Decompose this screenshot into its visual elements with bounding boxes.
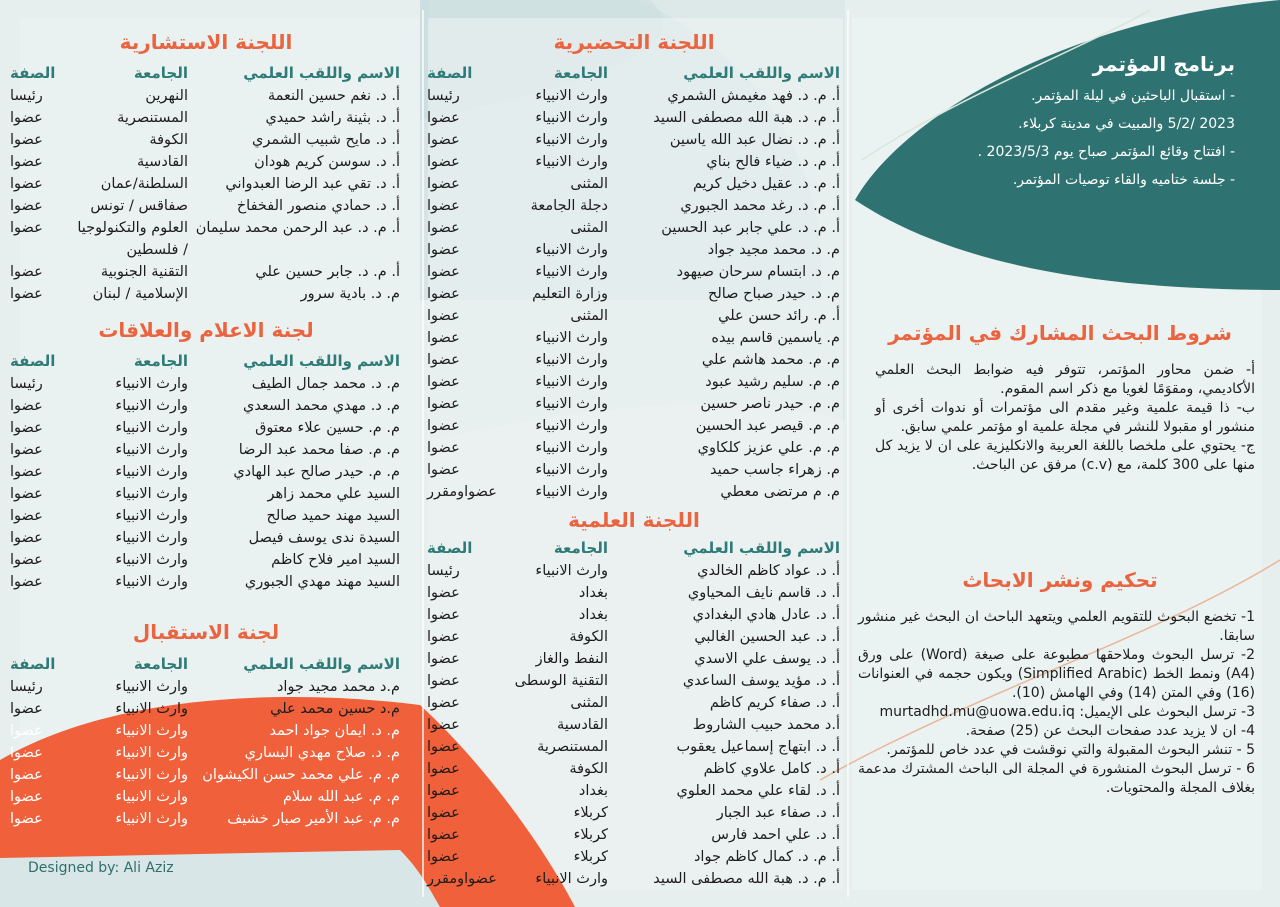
member-university: وارث الانبياء bbox=[535, 871, 608, 887]
member-name: أ. م. رائد حسن علي bbox=[718, 308, 840, 324]
member-name: أ. م. د. هبة الله مصطفى السيد bbox=[653, 110, 840, 126]
member-university: وارث الانبياء bbox=[535, 352, 608, 368]
table-row bbox=[10, 527, 400, 549]
member-role: عضوا bbox=[10, 811, 43, 827]
middle-panel bbox=[425, 0, 848, 907]
member-university: وارث الانبياء bbox=[535, 110, 608, 126]
member-role: عضوا bbox=[427, 110, 460, 126]
member-name: السيد مهند مهدي الجبوري bbox=[244, 574, 400, 590]
university-header: الجامعة bbox=[133, 64, 188, 82]
member-name: أ. م. د. عقيل دخيل كريم bbox=[692, 176, 840, 192]
publishing-item: 5 - تنشر البحوث المقبولة والتي نوقشت في عدد خاص للمؤتمر. bbox=[886, 742, 1255, 758]
member-university: وارث الانبياء bbox=[115, 789, 188, 805]
table-row bbox=[10, 129, 400, 151]
member-name: م. ياسمين قاسم بيده bbox=[711, 330, 840, 346]
member-role: عضواومقرر bbox=[427, 484, 497, 500]
member-university: وزارة التعليم bbox=[532, 286, 608, 302]
condition-item: ج- يحتوي على ملخصا باللغة العربية والانكليزية على ان لا يزيد كل منها على 300 كلمة، مع (c.v) مرفق عن الباحث. bbox=[875, 438, 1255, 473]
member-university: وارث الانبياء bbox=[535, 132, 608, 148]
member-role: رئيسا bbox=[427, 563, 460, 579]
table-row bbox=[427, 582, 840, 604]
member-university: كربلاء bbox=[573, 827, 608, 843]
publishing-title: تحكيم ونشر الابحاث bbox=[962, 568, 1158, 592]
member-role: عضوا bbox=[10, 220, 43, 236]
member-university: وارث الانبياء bbox=[535, 330, 608, 346]
member-role: عضوا bbox=[10, 486, 43, 502]
member-name: السيدة ندى يوسف فيصل bbox=[248, 530, 400, 546]
member-role: عضوا bbox=[427, 462, 460, 478]
member-role: عضوا bbox=[427, 827, 460, 843]
member-role: رئيسا bbox=[10, 679, 43, 695]
table-row bbox=[10, 698, 400, 720]
member-role: عضوا bbox=[10, 552, 43, 568]
member-name: م. د. صلاح مهدي اليساري bbox=[244, 745, 400, 761]
table-header bbox=[10, 652, 400, 676]
member-name: أ. م. د. رغد محمد الجبوري bbox=[680, 198, 840, 214]
table-row bbox=[427, 846, 840, 868]
member-university: المثنى bbox=[570, 220, 608, 236]
member-university: وارث الانبياء bbox=[535, 418, 608, 434]
table-row bbox=[10, 283, 400, 305]
advisory-committee-title: اللجنة الاستشارية bbox=[119, 30, 293, 54]
member-university: القادسية bbox=[137, 154, 188, 170]
table-row bbox=[427, 802, 840, 824]
table-row bbox=[427, 173, 840, 195]
media-committee-table bbox=[10, 349, 400, 593]
member-university: وارث الانبياء bbox=[115, 530, 188, 546]
advisory-committee-table bbox=[10, 61, 400, 305]
conference-program bbox=[855, 52, 1235, 194]
right-panel bbox=[850, 0, 1280, 907]
member-university: التقنية الجنوبية bbox=[100, 264, 188, 280]
member-role: عضوا bbox=[427, 607, 460, 623]
member-university: المثنى bbox=[570, 695, 608, 711]
member-university: وارث الانبياء bbox=[115, 701, 188, 717]
member-name: أ. د. مؤيد يوسف الساعدي bbox=[682, 673, 840, 689]
member-name: السيد مهند حميد صالح bbox=[266, 508, 400, 524]
name-header: الاسم واللقب العلمي bbox=[683, 64, 840, 82]
scientific-committee-title: اللجنة العلمية bbox=[568, 508, 700, 532]
member-university: دجلة الجامعة bbox=[530, 198, 608, 214]
table-row bbox=[427, 714, 840, 736]
member-university: وارث الانبياء bbox=[535, 242, 608, 258]
member-name: م. م مرتضى معطي bbox=[720, 484, 840, 500]
table-row bbox=[10, 505, 400, 527]
university-header: الجامعة bbox=[133, 655, 188, 673]
table-row bbox=[427, 670, 840, 692]
member-name: أ. م. د. ضياء فالح بناي bbox=[706, 154, 840, 170]
member-role: عضوا bbox=[427, 198, 460, 214]
member-role: عضوا bbox=[427, 176, 460, 192]
role-header: الصفة bbox=[10, 64, 56, 82]
member-university: وارث الانبياء bbox=[115, 723, 188, 739]
member-name: أ. د. سوسن كريم هودان bbox=[254, 154, 400, 170]
member-role: عضوا bbox=[10, 508, 43, 524]
table-row bbox=[427, 648, 840, 670]
table-row bbox=[427, 692, 840, 714]
member-name: م. د. بادية سرور bbox=[300, 286, 400, 302]
publishing-item: 2- ترسل البحوث وملاحقها مطبوعة على صيغة (Word) على ورق (A4) ونمط الخط (Simplified Arabic) ويكون حجمه في العنوانات (16) وفي المتن (14) وفي الهامش (10). bbox=[858, 647, 1256, 701]
publishing-item: 1- تخضع البحوث للتقويم العلمي ويتعهد الباحث ان البحث غير منشور سابقا. bbox=[858, 609, 1255, 644]
member-name: م. م. حيدر صالح عبد الهادي bbox=[233, 464, 400, 480]
member-role: عضوا bbox=[427, 585, 460, 601]
publishing-item: 3- ترسل البحوث على الإيميل: murtadhd.mu@uowa.edu.iq bbox=[879, 704, 1255, 720]
member-name: أ. د. صفاء عبد الجبار bbox=[716, 805, 840, 821]
member-name: أ. د. لقاء علي محمد العلوي bbox=[676, 783, 840, 799]
table-row bbox=[10, 417, 400, 439]
member-university: بغداد bbox=[578, 607, 608, 623]
table-row bbox=[427, 217, 840, 239]
member-name: م. م. محمد هاشم علي bbox=[701, 352, 840, 368]
member-role: عضوا bbox=[10, 110, 43, 126]
member-university: وارث الانبياء bbox=[535, 154, 608, 170]
table-header bbox=[10, 61, 400, 85]
table-row bbox=[10, 395, 400, 417]
member-role: عضوا bbox=[10, 530, 43, 546]
member-university: وارث الانبياء bbox=[115, 552, 188, 568]
member-name: أ. د. نغم حسين النعمة bbox=[267, 88, 400, 104]
table-row bbox=[427, 780, 840, 802]
member-role: عضوا bbox=[427, 805, 460, 821]
member-name: م. زهراء جاسب حميد bbox=[709, 462, 840, 478]
table-row bbox=[10, 195, 400, 217]
table-row bbox=[10, 808, 400, 830]
member-university: السلطنة/عمان bbox=[100, 176, 188, 192]
member-name: أ. م. د. عبد الرحمن محمد سليمان bbox=[195, 220, 400, 236]
member-name: أ. د. تقي عبد الرضا العبدواني bbox=[225, 176, 400, 192]
member-university: وارث الانبياء bbox=[535, 396, 608, 412]
table-row bbox=[10, 764, 400, 786]
member-university: وارث الانبياء bbox=[115, 508, 188, 524]
member-role: رئيسا bbox=[427, 88, 460, 104]
reception-committee-table bbox=[10, 652, 400, 830]
member-role: عضوا bbox=[427, 264, 460, 280]
table-row bbox=[10, 107, 400, 129]
member-university: وارث الانبياء bbox=[115, 811, 188, 827]
member-university: الكوفة bbox=[569, 761, 608, 777]
preparatory-committee-table bbox=[427, 61, 840, 503]
member-university: النهرين bbox=[145, 88, 188, 104]
program-item: - استقبال الباحثين في ليلة المؤتمر. bbox=[1031, 88, 1235, 104]
table-row bbox=[10, 439, 400, 461]
member-name: م. د. مهدي محمد السعدي bbox=[243, 398, 400, 414]
member-role: عضوا bbox=[427, 352, 460, 368]
member-role: رئيسا bbox=[10, 376, 43, 392]
media-committee-title: لجنة الاعلام والعلاقات bbox=[98, 318, 314, 342]
member-university: النفط والغاز bbox=[535, 651, 608, 667]
publishing-item: 4- ان لا يزيد عدد صفحات البحث عن (25) صفحة. bbox=[965, 723, 1255, 739]
table-row bbox=[427, 393, 840, 415]
member-role: عضوا bbox=[10, 286, 43, 302]
member-role: عضوا bbox=[427, 440, 460, 456]
member-name: أ. م. د. هبة الله مصطفى السيد bbox=[653, 871, 840, 887]
member-role: عضوا bbox=[427, 717, 460, 733]
member-university: بغداد bbox=[578, 585, 608, 601]
university-header: الجامعة bbox=[133, 352, 188, 370]
member-university: الكوفة bbox=[569, 629, 608, 645]
member-name: أ. د. عواد كاظم الخالدي bbox=[697, 563, 840, 579]
member-name: أ. د. عادل هادي البغدادي bbox=[692, 607, 840, 623]
member-role: عضوا bbox=[10, 701, 43, 717]
program-item: - افتتاح وقائع المؤتمر صباح يوم 2023/5/3 . bbox=[977, 144, 1235, 160]
member-role: عضوا bbox=[10, 264, 43, 280]
table-row bbox=[10, 720, 400, 742]
member-name: م. م. سليم رشيد عبود bbox=[705, 374, 840, 390]
university-header: الجامعة bbox=[553, 539, 608, 557]
name-header: الاسم واللقب العلمي bbox=[243, 64, 400, 82]
member-name: م. د. محمد مجيد جواد bbox=[707, 242, 840, 258]
member-role: عضوا bbox=[10, 745, 43, 761]
member-role: عضوا bbox=[427, 396, 460, 412]
table-row bbox=[427, 736, 840, 758]
preparatory-committee-title: اللجنة التحضيرية bbox=[553, 30, 715, 54]
member-university: وارث الانبياء bbox=[115, 767, 188, 783]
member-name: أ. م. د. علي جابر عبد الحسين bbox=[661, 220, 840, 236]
member-university: التقنية الوسطى bbox=[514, 673, 608, 689]
name-header: الاسم واللقب العلمي bbox=[243, 655, 400, 673]
member-name: أ. م. د. فهد مغيمش الشمري bbox=[667, 88, 840, 104]
member-name: أ. م. د. نضال عبد الله ياسين bbox=[669, 132, 840, 148]
table-row bbox=[427, 415, 840, 437]
member-role: عضوا bbox=[427, 673, 460, 689]
member-name: م. م. علي عزيز كلكاوي bbox=[697, 440, 840, 456]
table-row bbox=[427, 371, 840, 393]
member-role: عضوا bbox=[10, 464, 43, 480]
table-row bbox=[427, 239, 840, 261]
member-name: أ. د. ابتهاج إسماعيل يعقوب bbox=[676, 739, 840, 755]
table-row bbox=[10, 742, 400, 764]
table-row bbox=[10, 85, 400, 107]
member-university: المستنصرية bbox=[117, 110, 188, 126]
role-header: الصفة bbox=[427, 539, 473, 557]
member-university: المستنصرية bbox=[537, 739, 608, 755]
table-row bbox=[10, 261, 400, 283]
condition-item: أ- ضمن محاور المؤتمر، تتوفر فيه ضوابط البحث العلمي الأكاديمي، ومقوَمًا لغويا مع ذكر اسم المقوم. bbox=[875, 362, 1255, 397]
member-name: م. د. حيدر صباح صالح bbox=[707, 286, 840, 302]
table-header bbox=[427, 61, 840, 85]
member-name: أ.د محمد حبيب الشاروط bbox=[692, 717, 840, 733]
member-university: الكوفة bbox=[149, 132, 188, 148]
member-university: القادسية bbox=[557, 717, 608, 733]
member-name: أ. د. مايح شبيب الشمري bbox=[252, 132, 400, 148]
member-university: وارث الانبياء bbox=[535, 88, 608, 104]
member-name: م. د. ايمان جواد احمد bbox=[269, 723, 400, 739]
table-row bbox=[10, 571, 400, 593]
program-item: - جلسة ختاميه والقاء توصيات المؤتمر. bbox=[1012, 172, 1235, 188]
table-row bbox=[427, 459, 840, 481]
university-header: الجامعة bbox=[553, 64, 608, 82]
member-name: أ. د. بثينة راشد حميدي bbox=[265, 110, 400, 126]
table-row bbox=[10, 483, 400, 505]
member-role: عضوا bbox=[10, 132, 43, 148]
member-role: رئيسا bbox=[10, 88, 43, 104]
table-row bbox=[10, 549, 400, 571]
member-role: عضوا bbox=[427, 286, 460, 302]
table-header bbox=[427, 536, 840, 560]
publishing-item: 6 - ترسل البحوث المنشورة في المجلة الى الباحث المشترك مدعمة بغلاف المجلة والمحتويات. bbox=[858, 761, 1255, 796]
program-item: 2023 /5/2 والمبيت في مدينة كربلاء. bbox=[1018, 116, 1235, 132]
member-name: أ. د. علي احمد فارس bbox=[711, 827, 840, 843]
member-role: عضوا bbox=[427, 651, 460, 667]
member-name: م.د محمد مجيد جواد bbox=[276, 679, 400, 695]
table-row bbox=[427, 626, 840, 648]
member-role: عضوا bbox=[427, 330, 460, 346]
table-row bbox=[10, 173, 400, 195]
left-panel bbox=[0, 0, 423, 907]
member-name: السيد امير فلاح كاظم bbox=[271, 552, 400, 568]
member-role: عضوا bbox=[10, 420, 43, 436]
role-header: الصفة bbox=[10, 352, 56, 370]
table-row bbox=[427, 437, 840, 459]
table-row bbox=[427, 868, 840, 890]
member-role: عضوا bbox=[427, 154, 460, 170]
member-university: وارث الانبياء bbox=[535, 462, 608, 478]
member-university: وارث الانبياء bbox=[115, 745, 188, 761]
member-role: عضوا bbox=[10, 198, 43, 214]
name-header: الاسم واللقب العلمي bbox=[683, 539, 840, 557]
table-row bbox=[427, 261, 840, 283]
member-name: أ. د. حمادي منصور الفخفاخ bbox=[236, 198, 400, 214]
table-row bbox=[427, 758, 840, 780]
member-university: الإسلامية / لبنان bbox=[92, 286, 188, 302]
member-name: م. م. حسين علاء معتوق bbox=[255, 420, 400, 436]
member-university: العلوم والتكنولوجيا / فلسطين bbox=[77, 220, 188, 258]
member-name: أ. م. د. كمال كاظم جواد bbox=[693, 849, 840, 865]
member-role: عضوا bbox=[427, 849, 460, 865]
member-university: كربلاء bbox=[573, 849, 608, 865]
member-name: م. م. علي محمد حسن الكيشوان bbox=[202, 767, 400, 783]
table-row bbox=[427, 283, 840, 305]
table-row bbox=[427, 151, 840, 173]
member-role: عضوا bbox=[427, 374, 460, 390]
table-row bbox=[427, 305, 840, 327]
member-name: أ. د. عبد الحسين الغالبي bbox=[694, 629, 840, 645]
role-header: الصفة bbox=[427, 64, 473, 82]
member-university: وارث الانبياء bbox=[535, 484, 608, 500]
member-name: أ. د. صفاء كريم كاظم bbox=[709, 695, 840, 711]
member-role: عضوا bbox=[427, 242, 460, 258]
condition-item: ب- ذا قيمة علمية وغير مقدم الى مؤتمرات أو ندوات أخرى أو منشور او مقبولا للنشر في مجلة علمية او مؤتمر علمي سابق. bbox=[875, 400, 1255, 435]
member-name: أ. د. يوسف علي الاسدي bbox=[694, 651, 840, 667]
member-name: م.د حسين محمد علي bbox=[270, 701, 400, 717]
table-row bbox=[10, 373, 400, 395]
member-role: عضوا bbox=[427, 739, 460, 755]
member-university: وارث الانبياء bbox=[535, 374, 608, 390]
member-university: وارث الانبياء bbox=[115, 486, 188, 502]
member-role: عضوا bbox=[10, 398, 43, 414]
role-header: الصفة bbox=[10, 655, 56, 673]
table-row bbox=[10, 786, 400, 808]
member-university: وارث الانبياء bbox=[115, 398, 188, 414]
member-name: م. د. ابتسام سرحان صيهود bbox=[676, 264, 840, 280]
member-role: عضوا bbox=[10, 574, 43, 590]
member-role: عضوا bbox=[10, 723, 43, 739]
member-name: م. م. عبد الأمير صبار خشيف bbox=[227, 811, 400, 827]
table-row bbox=[427, 560, 840, 582]
member-university: كربلاء bbox=[573, 805, 608, 821]
table-row bbox=[427, 824, 840, 846]
member-name: م. م. قيصر عبد الحسين bbox=[695, 418, 840, 434]
table-row bbox=[427, 327, 840, 349]
member-university: المثنى bbox=[570, 176, 608, 192]
table-row bbox=[427, 195, 840, 217]
member-name: م. م. حيدر ناصر حسين bbox=[700, 396, 840, 412]
designer-credit: Designed by: Ali Aziz bbox=[28, 860, 174, 876]
member-university: وارث الانبياء bbox=[115, 442, 188, 458]
member-university: وارث الانبياء bbox=[535, 563, 608, 579]
table-row bbox=[427, 481, 840, 503]
table-row bbox=[427, 349, 840, 371]
table-row bbox=[427, 107, 840, 129]
member-name: م. د. محمد جمال الطيف bbox=[251, 376, 400, 392]
member-university: وارث الانبياء bbox=[115, 574, 188, 590]
table-row bbox=[427, 85, 840, 107]
member-role: عضواومقرر bbox=[427, 871, 497, 887]
member-university: وارث الانبياء bbox=[535, 264, 608, 280]
name-header: الاسم واللقب العلمي bbox=[243, 352, 400, 370]
table-row bbox=[10, 461, 400, 483]
table-row bbox=[10, 151, 400, 173]
member-role: عضوا bbox=[10, 154, 43, 170]
table-header bbox=[10, 349, 400, 373]
conditions-text bbox=[875, 361, 1255, 475]
program-title: برنامج المؤتمر bbox=[1092, 52, 1235, 76]
member-role: عضوا bbox=[427, 761, 460, 777]
member-role: عضوا bbox=[10, 442, 43, 458]
member-role: عضوا bbox=[427, 695, 460, 711]
member-name: م. م. صفا محمد عبد الرضا bbox=[238, 442, 400, 458]
member-role: عضوا bbox=[427, 783, 460, 799]
table-row bbox=[10, 676, 400, 698]
table-row bbox=[427, 129, 840, 151]
member-role: عضوا bbox=[10, 767, 43, 783]
member-role: عضوا bbox=[427, 220, 460, 236]
member-role: عضوا bbox=[427, 629, 460, 645]
member-role: عضوا bbox=[427, 418, 460, 434]
reception-committee-title: لجنة الاستقبال bbox=[132, 620, 280, 644]
member-university: وارث الانبياء bbox=[535, 440, 608, 456]
publishing-text bbox=[858, 608, 1255, 798]
member-role: عضوا bbox=[427, 308, 460, 324]
member-role: عضوا bbox=[10, 176, 43, 192]
member-role: عضوا bbox=[427, 132, 460, 148]
member-university: صفاقس / تونس bbox=[90, 198, 188, 214]
member-name: م. م. عبد الله سلام bbox=[282, 789, 400, 805]
conditions-title: شروط البحث المشارك في المؤتمر bbox=[888, 321, 1232, 345]
member-university: وارث الانبياء bbox=[115, 464, 188, 480]
member-name: أ. د. قاسم نايف المحياوي bbox=[687, 585, 840, 601]
member-role: عضوا bbox=[10, 789, 43, 805]
member-university: بغداد bbox=[578, 783, 608, 799]
member-university: وارث الانبياء bbox=[115, 376, 188, 392]
member-university: وارث الانبياء bbox=[115, 420, 188, 436]
member-university: المثنى bbox=[570, 308, 608, 324]
member-name: أ. م. د. جابر حسين علي bbox=[255, 264, 400, 280]
table-row bbox=[10, 217, 400, 261]
member-university: وارث الانبياء bbox=[115, 679, 188, 695]
member-name: السيد علي محمد زاهر bbox=[267, 486, 400, 502]
scientific-committee-table bbox=[427, 536, 840, 890]
table-row bbox=[427, 604, 840, 626]
member-name: أ. د. كامل علاوي كاظم bbox=[703, 761, 840, 777]
